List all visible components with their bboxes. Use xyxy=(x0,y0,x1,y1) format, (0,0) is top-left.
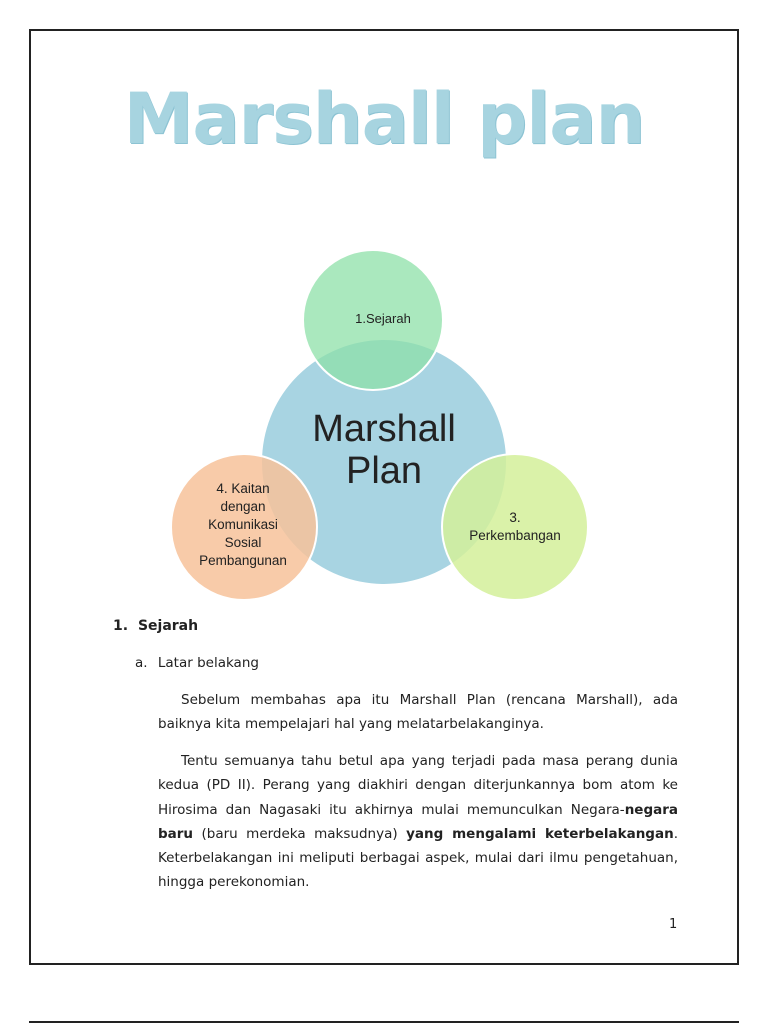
right-label xyxy=(450,509,580,545)
paragraph-2-bold-1: negara baru xyxy=(158,801,678,842)
subsection-heading xyxy=(135,655,259,671)
left-label-line2: dengan xyxy=(220,499,266,514)
page-number: 1 xyxy=(669,917,678,932)
paragraph-2-text-3: . Keterbelakangan ini meliputi berbagai aspek, mulai dari ilmu pengetahuan, hingga perekonomian. xyxy=(158,825,678,891)
paragraph-2 xyxy=(158,749,678,895)
paragraph-2-bold-2: yang mengalami keterbelakangan xyxy=(406,825,674,842)
paragraph-1: Sebelum membahas apa itu Marshall Plan (rencana Marshall), ada baiknya kita mempelajari hal yang melatarbelakanginya. xyxy=(158,692,678,733)
right-label-line2: Perkembangan xyxy=(469,528,561,543)
subsection-heading-text: Latar belakang xyxy=(157,655,259,671)
left-label-line5: Pembangunan xyxy=(199,553,287,568)
subsection-letter: a. xyxy=(135,655,148,671)
section-heading-text: Sejarah xyxy=(137,618,199,634)
next-page-top-border xyxy=(29,1021,739,1023)
left-label-line4: Sosial xyxy=(224,535,262,550)
right-label-line1: 3. xyxy=(509,510,521,525)
left-label-line3: Komunikasi xyxy=(208,517,278,532)
left-label xyxy=(183,480,303,570)
paragraph-2-text-2: (baru merdeka maksudnya) xyxy=(193,825,407,842)
left-label-line1: 4. Kaitan xyxy=(216,481,270,496)
section-number: 1. xyxy=(113,618,129,634)
document-title: Marshall plan xyxy=(123,78,645,160)
center-label-line1: Marshall xyxy=(312,408,456,450)
center-label xyxy=(284,408,484,492)
center-label-line2: Plan xyxy=(345,450,423,492)
top-label: 1.Sejarah xyxy=(355,311,411,326)
section-heading xyxy=(113,618,198,634)
paragraph-2-text-1: Tentu semuanya tahu betul apa yang terjadi pada masa perang dunia kedua (PD II). Perang yang diakhiri dengan diterjunkannya bom atom ke Hirosima dan Nagasaki itu akhirnya mulai memunculkan Negara- xyxy=(158,753,678,818)
